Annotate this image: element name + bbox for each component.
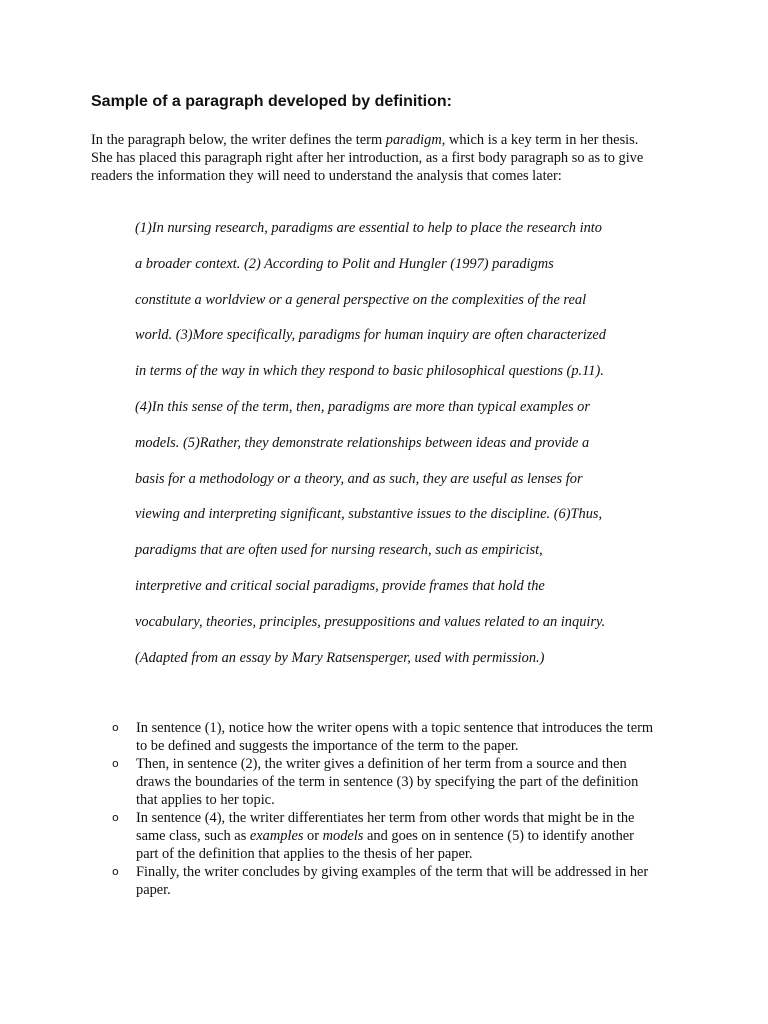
sample-paragraph-line: in terms of the way in which they respond to basic philosophical questions (p.11). xyxy=(135,363,604,380)
page-title: Sample of a paragraph developed by definition: xyxy=(91,93,452,110)
sample-paragraph-line: a broader context. (2) According to Polit and Hungler (1997) paradigms xyxy=(135,255,554,272)
list-item-line: In sentence (1), notice how the writer opens with a topic sentence that introduces the term xyxy=(136,720,654,736)
list-item-text: and goes on in sentence (5) to identify another xyxy=(363,828,634,844)
list-item xyxy=(91,863,653,899)
hollow-bullet-icon: o xyxy=(112,811,119,824)
hollow-bullet-icon: o xyxy=(112,865,119,878)
sample-paragraph-line: (1)In nursing research, paradigms are essential to help to place the research into xyxy=(135,220,602,236)
list-item-line: Then, in sentence (2), the writer gives a definition of her term from a source and then xyxy=(136,756,627,772)
sample-paragraph-line: (4)In this sense of the term, then, paradigms are more than typical examples or xyxy=(135,398,590,415)
intro-line: She has placed this paragraph right after her introduction, as a first body paragraph so as to give xyxy=(91,150,644,166)
emphasized-term: models xyxy=(322,828,364,844)
list-item-line: paper. xyxy=(136,882,171,898)
sample-paragraph-line: world. (3)More specifically, paradigms for human inquiry are often characterized xyxy=(135,327,606,344)
intro-text: In the paragraph below, the writer defines the term xyxy=(91,132,386,148)
list-item-line xyxy=(136,827,653,845)
sample-paragraph-line: interpretive and critical social paradigms, provide frames that hold the xyxy=(135,577,545,594)
intro-line xyxy=(91,131,643,149)
intro-text: , which is a key term in her thesis. xyxy=(441,132,639,148)
list-item xyxy=(91,755,653,809)
hollow-bullet-icon: o xyxy=(112,721,119,734)
list-item-line: Finally, the writer concludes by giving examples of the term that will be addressed in her xyxy=(136,864,649,880)
list-item-line: In sentence (4), the writer differentiates her term from other words that might be in the xyxy=(136,810,635,826)
sample-paragraph-line: basis for a methodology or a theory, and as such, they are useful as lenses for xyxy=(135,470,583,487)
list-item-line: draws the boundaries of the term in sentence (3) by specifying the part of the definition xyxy=(136,774,639,790)
sample-paragraph xyxy=(135,218,606,683)
list-item xyxy=(91,809,653,863)
list-item-line: that applies to her topic. xyxy=(136,792,275,808)
intro-line: readers the information they will need to understand the analysis that comes later: xyxy=(91,168,562,184)
list-item-line: part of the definition that applies to the thesis of her paper. xyxy=(136,846,473,862)
sample-paragraph-line: models. (5)Rather, they demonstrate relationships between ideas and provide a xyxy=(135,434,590,451)
sample-paragraph-line: constitute a worldview or a general perspective on the complexities of the real xyxy=(135,291,587,308)
list-item-line: to be defined and suggests the importance of the term to the paper. xyxy=(136,738,519,754)
emphasized-term: examples xyxy=(249,828,304,844)
sample-paragraph-line: paradigms that are often used for nursing research, such as empiricist, xyxy=(135,542,543,559)
intro-term: paradigm xyxy=(385,132,442,148)
sample-paragraph-line: viewing and interpreting significant, substantive issues to the discipline. (6)Thus, xyxy=(135,506,603,523)
sample-paragraph-line: vocabulary, theories, principles, presuppositions and values related to an inquiry. xyxy=(135,613,606,630)
analysis-bullet-list xyxy=(91,719,653,899)
list-item xyxy=(91,719,653,755)
list-item-text: or xyxy=(303,828,323,844)
intro-paragraph xyxy=(91,131,643,185)
attribution-line: (Adapted from an essay by Mary Ratsensperger, used with permission.) xyxy=(135,649,545,666)
hollow-bullet-icon: o xyxy=(112,757,119,770)
list-item-text: same class, such as xyxy=(136,828,250,844)
